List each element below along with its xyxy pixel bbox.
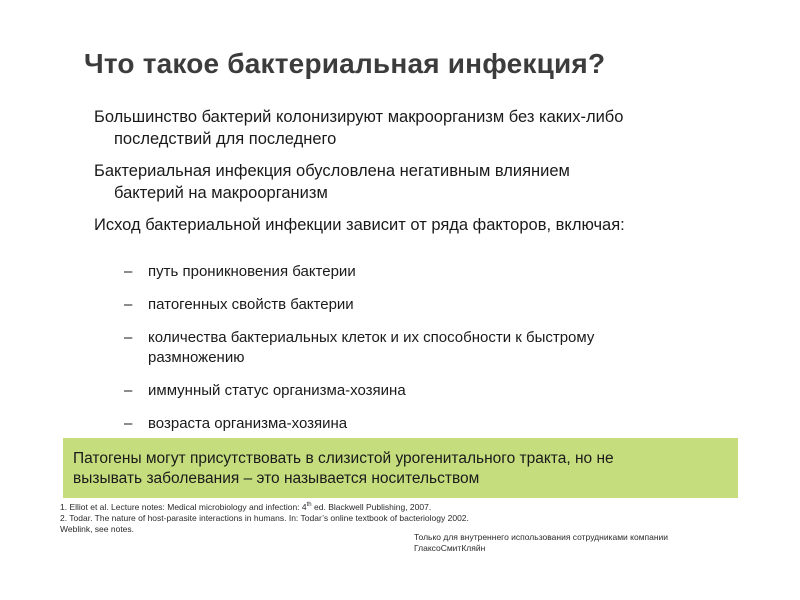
internal-use-disclaimer [414,532,668,554]
callout-line: Патогены могут присутствовать в слизистой урогенитального тракта, но не [73,450,614,467]
bullet-line: Исход бактериальной инфекции зависит от ряда факторов, включая: [94,216,625,234]
dash-marker: – [124,296,133,313]
dash-marker: – [124,415,133,432]
sub-bullet-text-continued: размножению [148,349,245,366]
sub-bullet-text: путь проникновения бактерии [148,263,356,280]
bullet-line: Бактериальная инфекция обусловлена негативным влиянием [94,162,570,180]
main-bullet-list [94,106,754,246]
references [60,500,469,535]
bullet-item [94,214,754,236]
sub-bullet-item [124,414,744,434]
slide-title: Что такое бактериальная инфекция? [84,48,606,79]
disclaimer-line: ГлаксоСмитКляйн [414,543,486,553]
bullet-item [94,160,754,204]
dash-marker: – [124,382,133,399]
callout-text [73,449,614,489]
callout-line: вызывать заболевания – это называется носительством [73,470,480,487]
reference-line: 1. Elliot et al. Lecture notes: Medical microbiology and infection: 4th ed. Blackwell Publishing, 2007. [60,501,432,512]
reference-line: 2. Todar. The nature of host-parasite interactions in humans. In: Todar’s online textbook of bacteriology 2002. [60,512,469,523]
dash-marker: – [124,263,133,280]
sub-bullet-item [124,328,744,368]
sub-bullet-text: количества бактериальных клеток и их способности к быстрому [148,329,595,346]
bullet-line-continued: бактерий на макроорганизм [114,184,328,202]
dash-marker: – [124,329,133,346]
disclaimer-line: Только для внутреннего использования сотрудниками компании [414,532,669,542]
sub-bullet-text: возраста организма-хозяина [148,415,348,432]
sub-bullet-item [124,295,744,315]
sub-bullet-text: иммунный статус организма-хозяина [148,382,406,399]
sub-bullet-item [124,381,744,401]
bullet-line-continued: последствий для последнего [114,130,337,148]
sub-bullet-list [124,262,744,434]
bullet-line: Большинство бактерий колонизируют макроорганизм без каких-либо [94,108,624,126]
bullet-item [94,106,754,150]
sub-bullet-item [124,262,744,282]
reference-line: Weblink, see notes. [60,523,135,534]
sub-bullet-text: патогенных свойств бактерии [148,296,354,313]
callout-box [63,438,738,498]
